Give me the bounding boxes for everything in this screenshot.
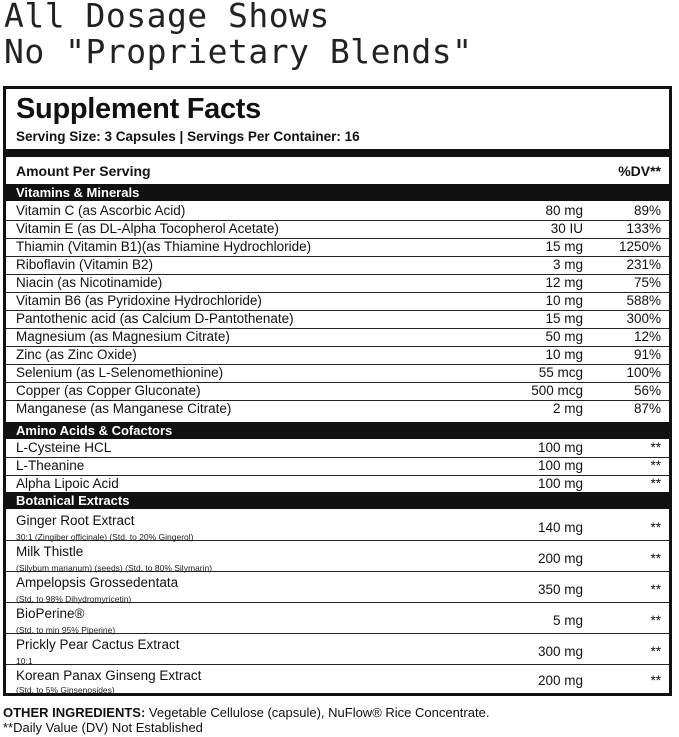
- serving-info: Serving Size: 3 Capsules | Servings Per Container: 16: [16, 129, 360, 144]
- ingredient-dv: **: [650, 440, 661, 455]
- amount-header-row: [6, 159, 669, 183]
- ingredient-amount: 12 mg: [545, 275, 583, 290]
- table-row: [6, 401, 669, 418]
- ingredient-name: Vitamin B6 (as Pyridoxine Hydrochloride): [16, 293, 262, 308]
- ingredient-amount: 140 mg: [537, 520, 583, 535]
- ingredient-dv: 300%: [626, 311, 661, 326]
- other-ingredients-label: OTHER INGREDIENTS:: [3, 705, 146, 720]
- ingredient-name: Copper (as Copper Gluconate): [16, 383, 201, 398]
- ingredient-dv: 1250%: [618, 239, 661, 254]
- table-row: [6, 221, 669, 239]
- table-row: [6, 634, 669, 665]
- ingredient-amount: 50 mg: [545, 329, 583, 344]
- thick-divider: [6, 149, 669, 157]
- ingredient-dv: **: [650, 520, 661, 535]
- ingredient-dv: **: [650, 476, 661, 491]
- ingredient-amount: 200 mg: [537, 673, 583, 688]
- ingredient-dv: **: [650, 458, 661, 473]
- section-header: [6, 184, 669, 201]
- ingredient-dv: 12%: [633, 329, 661, 344]
- table-row: [6, 458, 669, 476]
- section-header: [6, 422, 669, 439]
- section-title: Vitamins & Minerals: [16, 185, 140, 200]
- ingredient-amount: 100 mg: [537, 458, 583, 473]
- amount-per-serving-label: Amount Per Serving: [16, 163, 151, 179]
- ingredient-amount: 350 mg: [537, 582, 583, 597]
- table-row: [6, 347, 669, 365]
- table-row: [6, 383, 669, 401]
- ingredient-name: Ginger Root Extract: [16, 513, 135, 528]
- table-row: [6, 329, 669, 347]
- ingredient-dv: 91%: [633, 347, 661, 362]
- table-row: [6, 257, 669, 275]
- table-row: [6, 572, 669, 603]
- other-ingredients-text: Vegetable Cellulose (capsule), NuFlow® Rice Concentrate.: [145, 705, 490, 720]
- table-row: [6, 440, 669, 458]
- ingredient-amount: 5 mg: [552, 613, 583, 628]
- ingredient-dv: **: [650, 644, 661, 659]
- ingredient-dv: 87%: [633, 401, 661, 416]
- section-header: [6, 492, 669, 509]
- ingredient-amount: 500 mcg: [531, 383, 583, 398]
- ingredient-name: BioPerine®: [16, 606, 85, 621]
- ingredient-name: Alpha Lipoic Acid: [16, 476, 119, 491]
- headline-line-2: No "Proprietary Blends": [4, 32, 473, 71]
- daily-value-note: **Daily Value (DV) Not Established: [3, 720, 203, 735]
- table-row: [6, 603, 669, 634]
- table-row: [6, 239, 669, 257]
- ingredient-amount: 3 mg: [552, 257, 583, 272]
- ingredient-amount: 200 mg: [537, 551, 583, 566]
- ingredient-amount: 100 mg: [537, 476, 583, 491]
- ingredient-dv: 89%: [633, 203, 661, 218]
- ingredient-amount: 15 mg: [545, 239, 583, 254]
- dv-header-label: %DV**: [618, 163, 661, 179]
- ingredient-detail: (Silybum marianum) (seeds) (Std. to 80% Silymarin): [16, 563, 213, 573]
- ingredient-dv: 588%: [626, 293, 661, 308]
- headline-line-1: All Dosage Shows: [4, 0, 330, 35]
- section-title: Amino Acids & Cofactors: [16, 423, 173, 438]
- ingredient-name: L-Theanine: [16, 458, 85, 473]
- ingredient-dv: 75%: [633, 275, 661, 290]
- ingredient-amount: 100 mg: [537, 440, 583, 455]
- ingredient-name: Ampelopsis Grossedentata: [16, 575, 179, 590]
- ingredient-name: Vitamin E (as DL-Alpha Tocopherol Acetate): [16, 221, 279, 236]
- table-row: [6, 275, 669, 293]
- ingredient-dv: 231%: [626, 257, 661, 272]
- table-row: [6, 293, 669, 311]
- ingredient-dv: 56%: [633, 383, 661, 398]
- ingredient-name: Manganese (as Manganese Citrate): [16, 401, 232, 416]
- ingredient-detail: (Std. to min 95% Piperine): [16, 625, 116, 635]
- table-row: [6, 476, 669, 493]
- ingredient-dv: 100%: [626, 365, 661, 380]
- ingredient-name: Pantothenic acid (as Calcium D-Pantothenate): [16, 311, 294, 326]
- ingredient-detail: 10:1: [16, 656, 33, 666]
- ingredient-dv: 133%: [626, 221, 661, 236]
- ingredient-name: Niacin (as Nicotinamide): [16, 275, 163, 290]
- ingredient-name: Milk Thistle: [16, 544, 84, 559]
- table-row: [6, 365, 669, 383]
- ingredient-name: Magnesium (as Magnesium Citrate): [16, 329, 230, 344]
- table-row: [6, 203, 669, 221]
- ingredient-dv: **: [650, 673, 661, 688]
- ingredient-dv: **: [650, 582, 661, 597]
- ingredient-name: Korean Panax Ginseng Extract: [16, 668, 202, 683]
- ingredient-name: L-Cysteine HCL: [16, 440, 112, 455]
- ingredient-name: Zinc (as Zinc Oxide): [16, 347, 137, 362]
- table-row: [6, 541, 669, 572]
- ingredient-name: Prickly Pear Cactus Extract: [16, 637, 180, 652]
- ingredient-amount: 10 mg: [545, 347, 583, 362]
- table-row: [6, 311, 669, 329]
- ingredient-name: Riboflavin (Vitamin B2): [16, 257, 154, 272]
- ingredient-name: Vitamin C (as Ascorbic Acid): [16, 203, 186, 218]
- ingredient-amount: 10 mg: [545, 293, 583, 308]
- table-row: [6, 510, 669, 541]
- supplement-facts-panel: [3, 86, 672, 696]
- ingredient-amount: 300 mg: [537, 644, 583, 659]
- ingredient-detail: (Std. to 98% Dihydromyricetin): [16, 594, 132, 604]
- ingredient-amount: 2 mg: [552, 401, 583, 416]
- ingredient-amount: 80 mg: [545, 203, 583, 218]
- ingredient-amount: 30 IU: [550, 221, 583, 236]
- ingredient-amount: 15 mg: [545, 311, 583, 326]
- panel-title: Supplement Facts: [16, 93, 261, 125]
- ingredient-dv: **: [650, 551, 661, 566]
- ingredient-dv: **: [650, 613, 661, 628]
- section-title: Botanical Extracts: [16, 493, 130, 508]
- ingredient-detail: (Std. to 5% Ginsenosides): [16, 685, 115, 695]
- other-ingredients: [3, 705, 489, 720]
- ingredient-amount: 55 mcg: [538, 365, 583, 380]
- table-row: [6, 665, 669, 695]
- ingredient-name: Selenium (as L-Selenomethionine): [16, 365, 224, 380]
- ingredient-detail: 30:1 (Zingiber officinale) (Std. to 20% Gingerol): [16, 532, 194, 542]
- ingredient-name: Thiamin (Vitamin B1)(as Thiamine Hydrochloride): [16, 239, 312, 254]
